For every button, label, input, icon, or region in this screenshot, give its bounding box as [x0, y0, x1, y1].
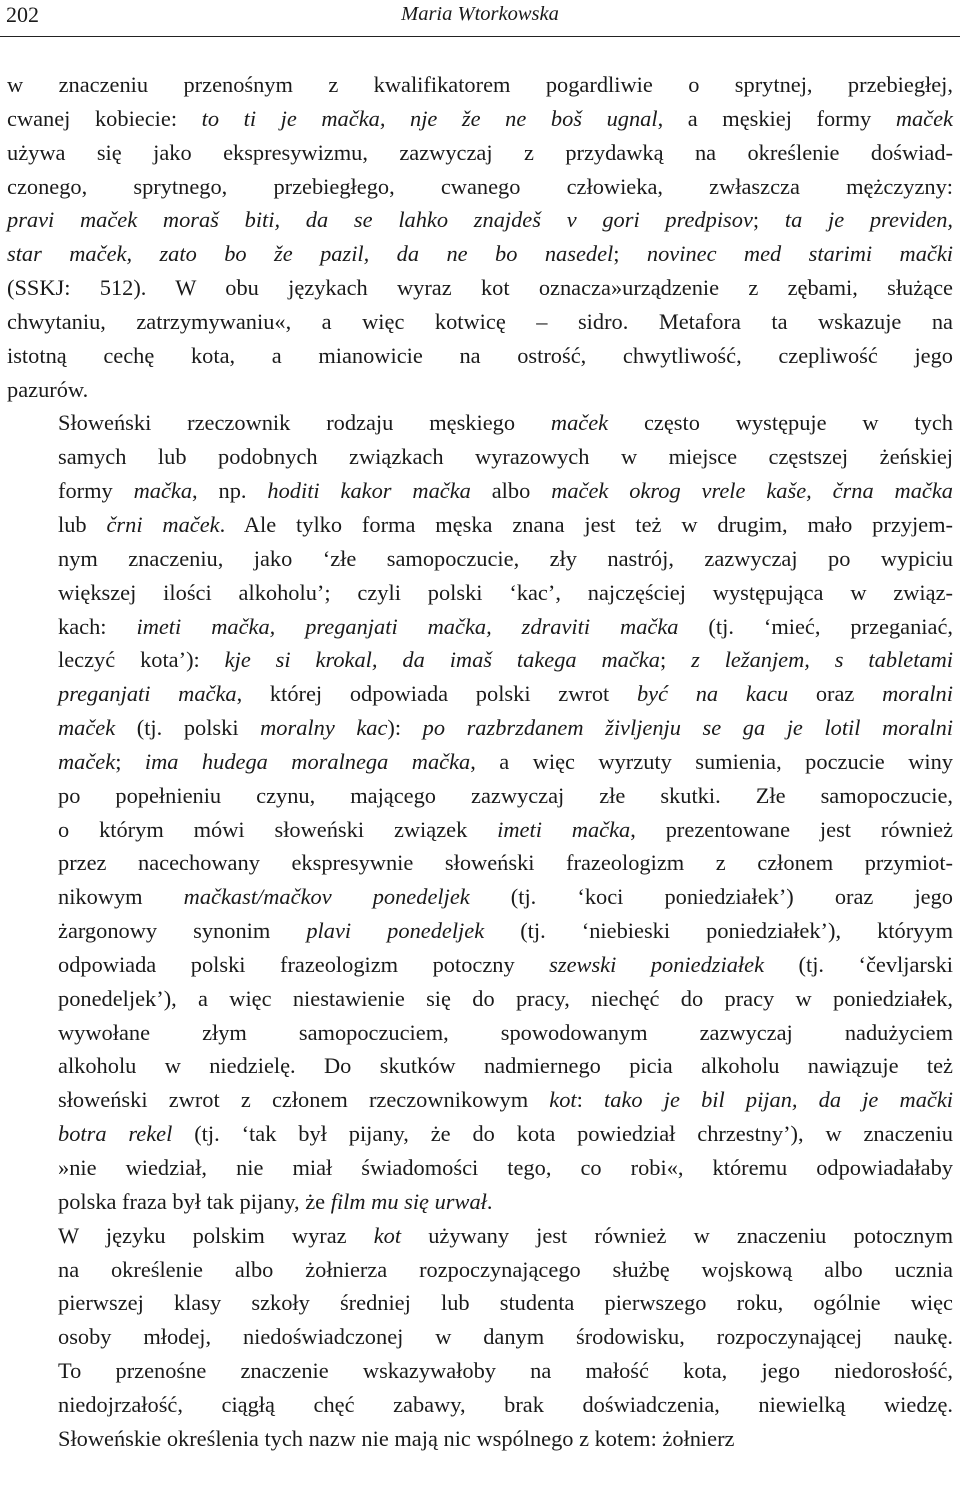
- italic-term: to ti je mačka, nje že ne boš ugnal: [201, 105, 658, 131]
- text-run: kach:: [58, 613, 137, 639]
- text-line: [7, 1016, 953, 1050]
- text-line: [7, 982, 953, 1016]
- italic-term: maček: [895, 105, 953, 131]
- text-run: osoby młodej, niedoświadczonej w danym środowisku, rozpoczynającej naukę.: [58, 1324, 953, 1350]
- text-line: [7, 813, 953, 847]
- paragraph: [7, 406, 953, 1218]
- italic-term: črni maček: [106, 511, 220, 537]
- text-run: odpowiada polski frazeologizm potoczny: [58, 951, 550, 977]
- text-run: ;: [613, 241, 647, 267]
- text-run: , której odpowiada polski zwrot: [236, 681, 637, 707]
- text-run: chwytaniu, zatrzymywaniu«, a więc kotwicę – sidro. Metafora ta wskazuje na: [7, 308, 953, 334]
- text-line: [7, 1219, 953, 1253]
- text-run: , a więc wyrzuty sumienia, poczucie winy: [470, 748, 953, 774]
- text-line: [7, 677, 953, 711]
- text-run: żargonowy synonim: [58, 918, 307, 944]
- text-line: [7, 508, 953, 542]
- text-run: słoweński zwrot z członem rzeczownikowym: [58, 1087, 550, 1113]
- text-run: ponedeljek’), a więc niestawienie się do pracy, niechęć do pracy w poniedziałek,: [58, 985, 953, 1011]
- running-head-author: Maria Wtorkowska: [401, 3, 559, 25]
- italic-term: film mu się urwał: [330, 1188, 487, 1214]
- text-line: [7, 745, 953, 779]
- text-line: [7, 1422, 953, 1456]
- text-line: [7, 576, 953, 610]
- text-line: [7, 1253, 953, 1287]
- text-line: [7, 136, 953, 170]
- italic-term: novinec med starimi mački: [646, 241, 953, 267]
- page-number: 202: [6, 2, 39, 27]
- text-run: , prezentowane jest również: [630, 816, 953, 842]
- italic-term: z ležanjem, s tabletami: [691, 647, 953, 673]
- text-line: [7, 1388, 953, 1422]
- text-line: [7, 1083, 953, 1117]
- paragraph: [7, 1219, 953, 1456]
- paragraph: [7, 68, 953, 406]
- text-run: (tj. ‘mieć, przeganiać,: [678, 613, 953, 639]
- italic-term: mačkast/mačkov ponedeljek: [183, 884, 470, 910]
- italic-term: preganjati mačka: [58, 681, 237, 707]
- text-line: [7, 237, 953, 271]
- italic-term: plavi ponedeljek: [306, 918, 485, 944]
- text-run: , np.: [192, 478, 268, 504]
- text-line: [7, 406, 953, 440]
- italic-term: ta je previden,: [784, 207, 953, 233]
- text-line: [7, 610, 953, 644]
- text-run: .: [486, 1188, 493, 1214]
- italic-term: imeti mačka: [497, 816, 631, 842]
- text-line: [7, 170, 953, 204]
- italic-term: maček: [58, 748, 116, 774]
- text-run: lub: [58, 511, 107, 537]
- italic-term: maček: [58, 715, 116, 741]
- text-run: Słoweńskie określenia tych nazw nie mają nic wspólnego z kotem: żołnierz: [58, 1425, 735, 1451]
- text-line: [7, 339, 953, 373]
- text-run: (tj. ‘koci poniedziałek’) oraz jego: [469, 884, 953, 910]
- text-run: nikowym: [58, 884, 184, 910]
- text-run: używany jest również w znaczeniu potocznym: [401, 1222, 953, 1248]
- text-run: czonego, sprytnego, przebiegłego, cwanego człowieka, zwłaszcza mężczyzny:: [7, 173, 953, 199]
- text-line: [7, 1354, 953, 1388]
- italic-term: tako je bil pijan, da je mački: [604, 1087, 953, 1113]
- italic-term: hoditi kakor mačka: [267, 478, 471, 504]
- italic-term: szewski poniedziałek: [549, 951, 765, 977]
- text-run: (tj. polski: [115, 715, 261, 741]
- text-line: [7, 373, 953, 407]
- text-line: [7, 1151, 953, 1185]
- text-line: [7, 914, 953, 948]
- text-run: formy: [58, 478, 134, 504]
- italic-term: kot: [373, 1222, 402, 1248]
- text-line: [7, 305, 953, 339]
- italic-term: star maček, zato bo že pazil, da ne bo nasedel: [7, 241, 614, 267]
- text-run: . Ale tylko forma męska znana jest też w drugim, mało przyjem-: [219, 511, 953, 537]
- text-line: [7, 474, 953, 508]
- text-run: (tj. ‘niebieski poniedziałek’), któryym: [484, 918, 953, 944]
- text-line: [7, 711, 953, 745]
- text-run: ):: [387, 715, 423, 741]
- text-line: [7, 271, 953, 305]
- text-line: [7, 440, 953, 474]
- italic-term: maček: [550, 410, 609, 436]
- text-run: oraz: [788, 681, 883, 707]
- text-run: To przenośne znaczenie wskazywałoby na małość kota, jego niedorosłość,: [58, 1358, 953, 1384]
- text-run: ;: [752, 207, 785, 233]
- italic-term: kot: [549, 1087, 577, 1113]
- text-run: często występuje w tych: [608, 410, 953, 436]
- italic-term: pravi maček moraš biti, da se lahko znajdeš v gori predpisov: [7, 207, 753, 233]
- text-line: [7, 948, 953, 982]
- text-run: używa się jako ekspresywizmu, zazwyczaj z przydawką na określenie doświad-: [7, 139, 953, 165]
- italic-term: być na kacu: [636, 681, 789, 707]
- text-run: ;: [659, 647, 692, 673]
- text-line: [7, 102, 953, 136]
- text-run: albo: [470, 478, 552, 504]
- text-run: przez nacechowany ekspresywnie słoweński frazeologizm z członem przymiot-: [58, 850, 953, 876]
- text-run: pazurów.: [7, 376, 89, 402]
- text-line: [7, 779, 953, 813]
- text-run: nym znaczeniu, jako ‘złe samopoczucie, zły nastrój, zazwyczaj po wypiciu: [58, 545, 953, 571]
- text-line: [7, 68, 953, 102]
- italic-term: moralni: [882, 681, 953, 707]
- text-run: pierwszej klasy szkoły średniej lub studenta pierwszego roku, ogólnie więc: [58, 1290, 953, 1316]
- text-run: Słoweński rzeczownik rodzaju męskiego: [58, 410, 551, 436]
- text-line: [7, 846, 953, 880]
- text-run: W języku polskim wyraz: [58, 1222, 374, 1248]
- text-run: wywołane złym samopoczuciem, spowodowanym zazwyczaj nadużyciem: [58, 1019, 953, 1045]
- text-line: [7, 1286, 953, 1320]
- text-run: (tj. ‘čevljarski: [764, 951, 954, 977]
- text-run: w znaczeniu przenośnym z kwalifikatorem pogardliwie o sprytnej, przebiegłej,: [7, 72, 953, 97]
- text-run: niedojrzałość, ciągłą chęć zabawy, brak doświadczenia, niewielką wiedzę.: [58, 1391, 953, 1417]
- text-run: ;: [115, 748, 145, 774]
- text-run: większej ilości alkoholu’; czyli polski ‘kac’, najczęściej występująca w związ-: [58, 579, 953, 605]
- text-run: :: [576, 1087, 605, 1113]
- text-run: »nie wiedział, nie miał świadomości tego, co robi«, któremu odpowiadałaby: [58, 1155, 953, 1180]
- text-run: (SSKJ: 512). W obu językach wyraz kot oznacza»urządzenie z zębami, służące: [7, 275, 953, 301]
- text-line: [7, 1049, 953, 1083]
- italic-term: imeti mačka, preganjati mačka, zdraviti mačka: [136, 613, 679, 639]
- text-line: [7, 203, 953, 237]
- italic-term: moralny kac: [260, 715, 388, 741]
- italic-term: botra rekel: [58, 1121, 173, 1147]
- text-run: o którym mówi słoweński związek: [58, 816, 498, 842]
- text-run: istotną cechę kota, a mianowicie na ostrość, chwytliwość, czepliwość jego: [7, 342, 953, 368]
- main-text: [7, 68, 953, 1456]
- text-line: [7, 1117, 953, 1151]
- text-run: (tj. ‘tak był pijany, że do kota powiedział chrzestny’), w znaczeniu: [172, 1121, 953, 1147]
- text-run: alkoholu w niedzielę. Do skutków nadmiernego picia alkoholu nawiązuje też: [58, 1053, 953, 1079]
- text-run: , a męskiej formy: [657, 105, 896, 131]
- text-run: polska fraza był tak pijany, że: [58, 1188, 331, 1214]
- running-header: [0, 0, 960, 37]
- text-run: leczyć kota’):: [58, 647, 225, 673]
- text-line: [7, 880, 953, 914]
- text-run: samych lub podobnych związkach wyrazowych w miejsce częstszej żeńskiej: [58, 444, 953, 470]
- text-line: [7, 1320, 953, 1354]
- italic-term: ima hudega moralnega mačka: [144, 748, 471, 774]
- italic-term: mačka: [133, 478, 193, 504]
- italic-term: kje si krokal, da imaš takega mačka: [224, 647, 660, 673]
- text-run: po popełnieniu czynu, mającego zazwyczaj złe skutki. Złe samopoczucie,: [58, 782, 953, 808]
- text-run: cwanej kobiecie:: [7, 105, 202, 131]
- italic-term: po razbrzdanem življenju se ga je lotil moralni: [422, 715, 953, 741]
- text-run: na określenie albo żołnierza rozpoczynającego służbę wojskową albo ucznia: [58, 1256, 953, 1282]
- text-line: [7, 643, 953, 677]
- text-line: [7, 1185, 953, 1219]
- text-line: [7, 542, 953, 576]
- italic-term: maček okrog vrele kaše, črna mačka: [551, 478, 953, 504]
